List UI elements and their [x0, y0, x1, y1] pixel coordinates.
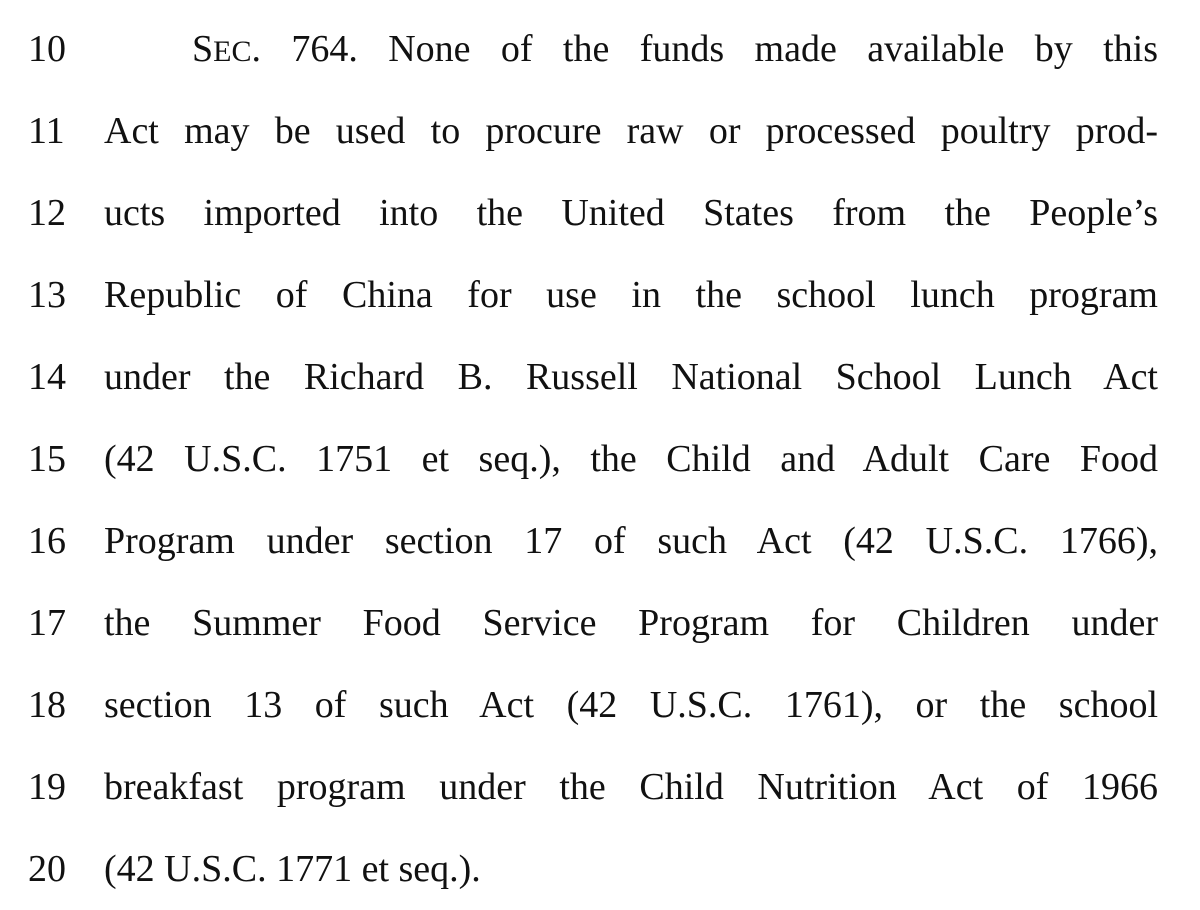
line-number: 15 [28, 438, 66, 480]
line-number: 10 [28, 28, 66, 70]
line-17 [0, 582, 1200, 664]
line-text: the Summer Food Service Program for Children under [104, 602, 1158, 644]
line-13 [0, 254, 1200, 336]
line-number: 19 [28, 766, 66, 808]
line-11 [0, 90, 1200, 172]
line-number: 14 [28, 356, 66, 398]
section-label-smallcaps: EC [213, 35, 252, 68]
line-10 [0, 8, 1200, 90]
line-number: 12 [28, 192, 66, 234]
line-text: ucts imported into the United States from the People’s [104, 192, 1158, 234]
line-number: 20 [28, 848, 66, 890]
line-text [192, 30, 1158, 68]
line-20 [0, 828, 1200, 910]
line-number: 18 [28, 684, 66, 726]
line-12 [0, 172, 1200, 254]
line-19 [0, 746, 1200, 828]
line-text: (42 U.S.C. 1751 et seq.), the Child and Adult Care Food [104, 438, 1158, 480]
line-15 [0, 418, 1200, 500]
line-text: section 13 of such Act (42 U.S.C. 1761), or the school [104, 684, 1158, 726]
line-text: Republic of China for use in the school lunch program [104, 274, 1158, 316]
line-number: 17 [28, 602, 66, 644]
line-text: under the Richard B. Russell National School Lunch Act [104, 356, 1158, 398]
section-label-initial: S [192, 28, 214, 70]
line-16 [0, 500, 1200, 582]
line-18 [0, 664, 1200, 746]
section-text: . 764. None of the funds made available by this [251, 28, 1158, 70]
line-number: 11 [28, 110, 65, 152]
line-number: 13 [28, 274, 66, 316]
line-14 [0, 336, 1200, 418]
line-text: (42 U.S.C. 1771 et seq.). [104, 848, 481, 890]
line-number: 16 [28, 520, 66, 562]
line-text: Program under section 17 of such Act (42 U.S.C. 1766), [104, 520, 1158, 562]
line-text: breakfast program under the Child Nutrition Act of 1966 [104, 766, 1158, 808]
line-text: Act may be used to procure raw or processed poultry prod- [104, 110, 1158, 152]
